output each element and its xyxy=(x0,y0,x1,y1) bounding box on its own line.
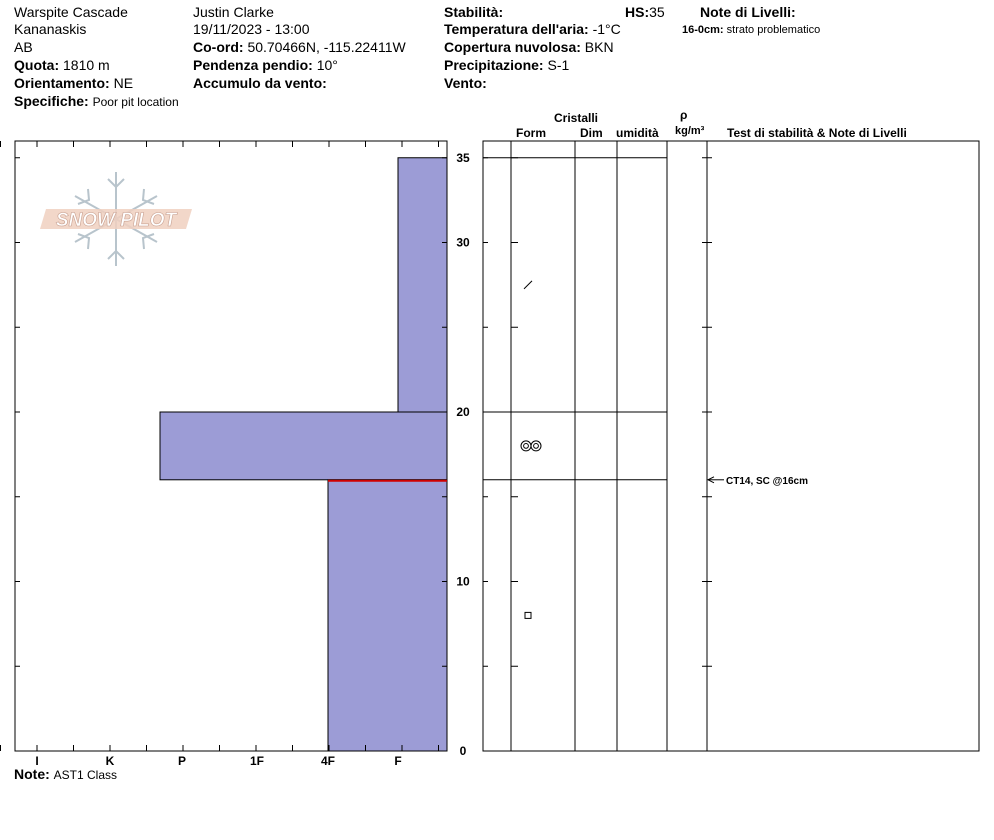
hardness-label-i: I xyxy=(35,754,39,768)
hardness-layer-3 xyxy=(328,480,447,751)
precip-label: Precipitazione: xyxy=(444,57,544,73)
layer-note-depth: 16-0cm: xyxy=(682,24,724,36)
location: Warspite Cascade xyxy=(14,4,128,20)
air-temp-label: Temperatura dell'aria: xyxy=(444,21,589,37)
hardness-label-1f: 1F xyxy=(249,754,265,768)
hardness-label-4f: 4F xyxy=(320,754,336,768)
observer: Justin Clarke xyxy=(193,4,274,20)
layer-table-frame xyxy=(483,141,979,751)
size-header: Dim xyxy=(580,126,603,140)
coord-label: Co-ord: xyxy=(193,39,244,55)
density-symbol: ρ xyxy=(680,108,688,122)
logo-text: SNOW PILOT xyxy=(55,210,177,231)
coord-value: 50.70466N, -115.22411W xyxy=(247,39,406,55)
crystals-header: Cristalli xyxy=(554,111,599,125)
grain-rounded-outer xyxy=(531,441,541,451)
form-header: Form xyxy=(516,126,546,140)
slope-label: Pendenza pendio: xyxy=(193,57,313,73)
hs-label: HS: xyxy=(625,4,650,20)
sky-label: Copertura nuvolosa: xyxy=(444,39,581,55)
density-unit: kg/m³ xyxy=(675,125,705,137)
hardness-layer-1 xyxy=(398,158,447,412)
hardness-layer-2 xyxy=(160,412,447,480)
air-temp-value: -1°C xyxy=(592,21,621,37)
depth-label-10: 10 xyxy=(456,574,470,589)
sky-value: BKN xyxy=(584,39,614,55)
depth-label-0: 0 xyxy=(459,744,467,758)
hardness-label-k: K xyxy=(105,754,115,768)
depth-label-30: 30 xyxy=(456,235,470,250)
logo-banner xyxy=(40,209,192,231)
specifics-value: Poor pit location xyxy=(92,95,179,109)
aspect-label: Orientamento: xyxy=(14,75,110,91)
grain-rounded-outer xyxy=(521,441,531,451)
region: Kananaskis xyxy=(14,21,87,37)
note-label: Note: xyxy=(14,766,50,782)
layer-notes-title: Note di Livelli: xyxy=(700,4,796,20)
hardness-label-f: F xyxy=(394,754,402,768)
specifics-label: Specifiche: xyxy=(14,93,89,109)
stability-test-label: CT14, SC @16cm xyxy=(726,475,809,487)
grain-rounded-icon xyxy=(521,441,541,451)
wind-label: Vento: xyxy=(444,75,487,91)
grain-faceted-icon xyxy=(525,612,531,618)
moisture-header: umidità xyxy=(616,126,659,140)
depth-label-35: 35 xyxy=(456,150,470,165)
wind-loading-label: Accumulo da vento: xyxy=(193,75,327,91)
note-value: AST1 Class xyxy=(53,768,118,782)
stability-label: Stabilità: xyxy=(444,4,504,20)
elevation-label: Quota: xyxy=(14,57,60,73)
hs-value: 35 xyxy=(649,4,665,20)
province: AB xyxy=(14,39,33,55)
precip-value: S-1 xyxy=(547,57,570,73)
tests-header: Test di stabilità & Note di Livelli xyxy=(727,126,907,140)
grain-rounded-inner xyxy=(524,444,529,449)
aspect-value: NE xyxy=(113,75,134,91)
layer-note-text: strato problematico xyxy=(726,24,821,36)
slope-value: 10° xyxy=(316,57,338,73)
datetime: 19/11/2023 - 13:00 xyxy=(193,21,310,37)
grain-rounded-inner xyxy=(534,444,539,449)
depth-label-20: 20 xyxy=(456,405,470,419)
hardness-label-p: P xyxy=(177,754,187,768)
grain-decomposing-icon xyxy=(524,281,532,289)
elevation-value: 1810 m xyxy=(63,57,110,73)
